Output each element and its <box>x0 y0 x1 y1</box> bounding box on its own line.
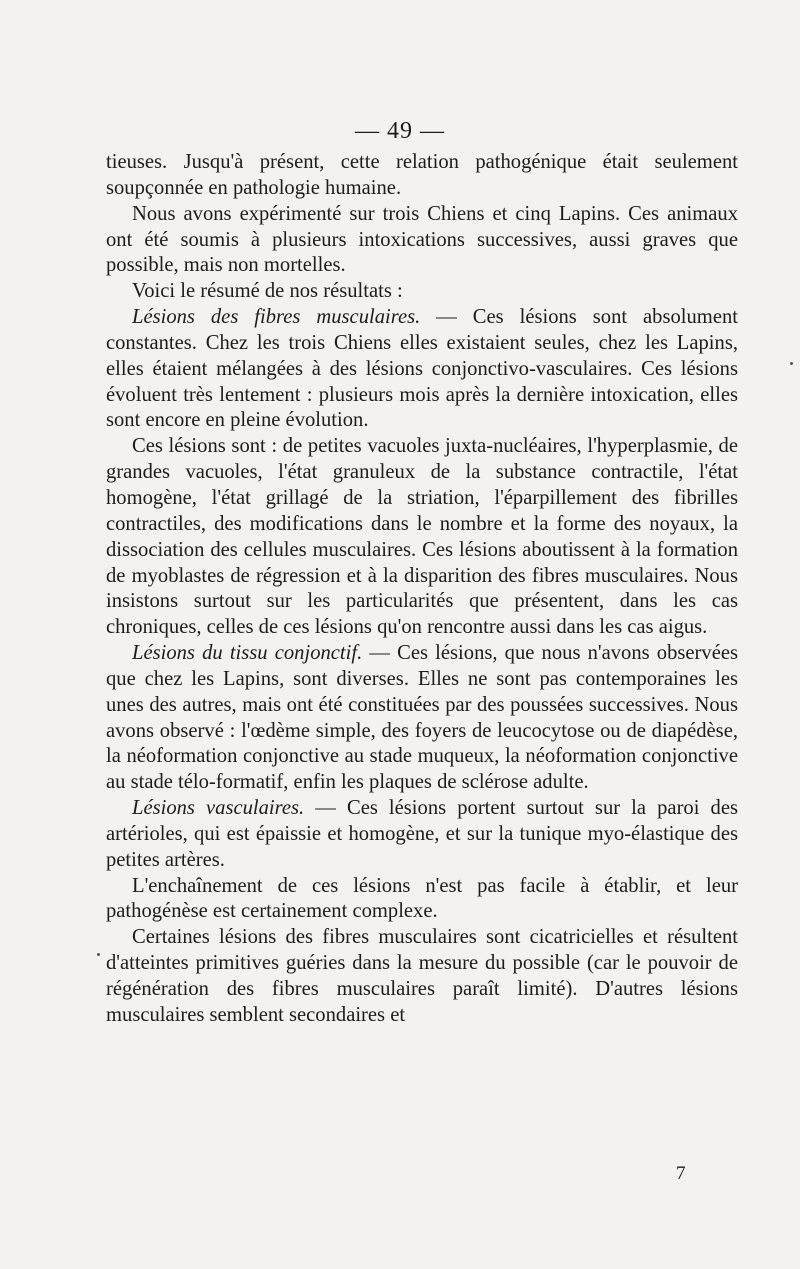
paragraph-8: L'enchaînement de ces lésions n'est pas facile à établir, et leur pathogénèse est certainement complexe. <box>106 874 738 923</box>
signature-mark: 7 <box>676 1163 686 1184</box>
paragraph-4-body: — Ces lésions sont absolument constantes. Chez les trois Chiens elles existaient seules, chez les Lapins, elles étaient mélangées à des lésions conjonctivo-vasculaires. Ces lésions évoluent très lentement : plusieurs mois après la dernière intoxication, elles sont encore en pleine évolution. <box>106 306 738 432</box>
body-text <box>106 150 738 1029</box>
paragraph-6-body: — Ces lésions, que nous n'avons observées que chez les Lapins, sont diverses. Elles ne sont pas contemporaines les unes des autres, mais ont été constituées par des poussées successives. Nous avons observé : l'œdème simple, des foyers de leucocytose ou de diapédèse, la néoformation conjonctive au stade muqueux, la néoformation conjonctive au stade télo-formatif, enfin les plaques de sclérose adulte. <box>106 642 738 794</box>
edge-speck <box>790 362 793 365</box>
paragraph-6 <box>106 641 738 796</box>
paragraph-5: Ces lésions sont : de petites vacuoles juxta-nucléaires, l'hyperplasmie, de grandes vacuoles, l'état granuleux de la substance contractile, l'état homogène, l'état grillagé de la striation, l'éparpillement des fibrilles contractiles, des modifications dans le nombre et la forme des noyaux, la dissociation des cellules musculaires. Ces lésions aboutissent à la formation de myoblastes de régression et à la disparition des fibres musculaires. Nous insistons surtout sur les particularités que présentent, dans les cas chroniques, celles de ces lésions qu'on rencontre aussi dans les cas aigus. <box>106 435 738 639</box>
paragraph-1: tieuses. Jusqu'à présent, cette relation pathogénique était seulement soupçonnée en pathologie humaine. <box>106 151 738 199</box>
page-number: — 49 — <box>355 118 445 144</box>
paragraph-7-body: — Ces lésions portent surtout sur la paroi des artérioles, qui est épaissie et homogène, et sur la tunique myo-élastique des petites artères. <box>106 797 738 871</box>
section-title-conjonctif: Lésions du tissu conjonctif. <box>132 642 363 665</box>
section-title-fibres: Lésions des fibres musculaires. <box>132 306 421 329</box>
paragraph-3: Voici le résumé de nos résultats : <box>132 280 403 303</box>
paragraph-2: Nous avons expérimenté sur trois Chiens et cinq Lapins. Ces animaux ont été soumis à plusieurs intoxications successives, aussi graves que possible, mais non mortelles. <box>106 202 738 277</box>
paragraph-4 <box>106 305 738 434</box>
section-title-vasculaires: Lésions vasculaires. <box>132 797 305 820</box>
margin-speck <box>97 953 100 956</box>
paragraph-7 <box>106 796 738 874</box>
paragraph-9: Certaines lésions des fibres musculaires sont cicatricielles et résultent d'atteintes primitives guéries dans la mesure du possible (car le pouvoir de régénération des fibres musculaires paraît limité). D'autres lésions musculaires semblent secondaires et <box>106 926 738 1026</box>
